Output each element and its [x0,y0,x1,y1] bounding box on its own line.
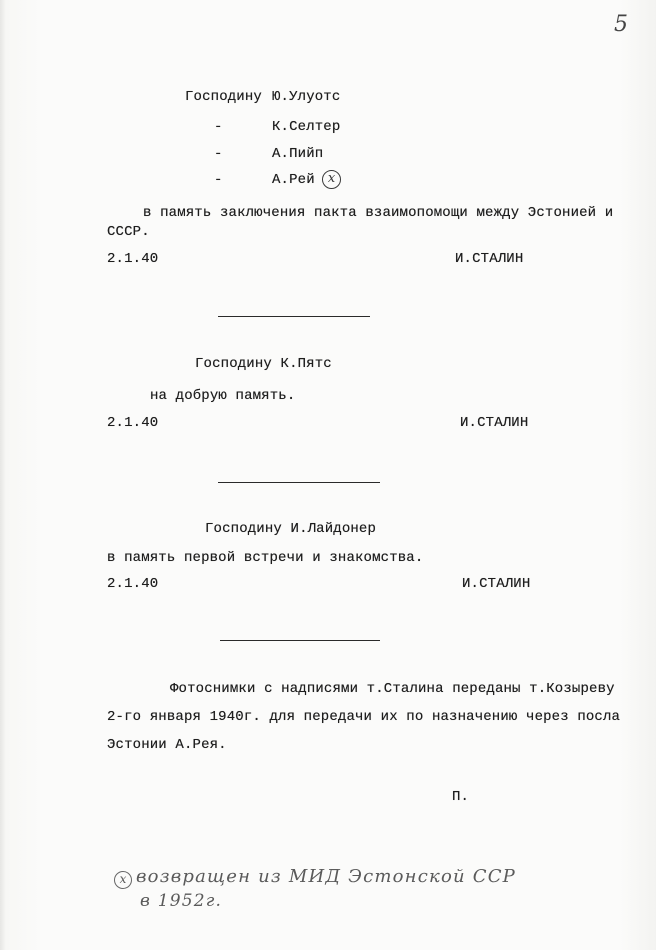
section1-dash-2: - [214,119,223,135]
page-number: 5 [614,12,630,37]
section2-signature: И.СТАЛИН [460,415,529,431]
note-line3: Эстонии А.Рея. [107,737,227,753]
footnote-circled-x-mark: x [114,871,132,889]
section3-addressee: Господину И.Лайдонер [205,521,377,537]
section3-signature: И.СТАЛИН [462,576,531,592]
section1-dedication-line1: в память заключения пакта взаимопомощи между Эстонией и [143,205,614,221]
section1-recipient-4: А.Рей [272,172,315,188]
note-line2: 2-го января 1940г. для передачи их по назначению через посла [107,709,621,725]
section1-recipient-1: Ю.Улуотс [272,89,341,105]
section3-date: 2.1.40 [107,576,159,592]
note-line1: Фотоснимки с надписями т.Сталина переданы т.Козыреву [170,681,615,697]
section1-recipient-3: А.Пийп [272,146,324,162]
section1-dash-3: - [214,146,223,162]
section1-signature: И.СТАЛИН [455,251,524,267]
separator-2 [218,482,380,483]
circled-x-mark: x [322,170,341,189]
section1-greeting: Господину [185,89,262,105]
section1-date: 2.1.40 [107,251,159,267]
section3-dedication: в память первой встречи и знакомства. [107,550,424,566]
section1-recipient-2: К.Селтер [272,119,341,135]
section1-dedication-line2: СССР. [107,224,150,240]
section2-addressee: Господину К.Пятс [195,356,332,372]
separator-3 [220,640,380,641]
section1-dash-4: - [214,172,223,188]
section2-dedication: на добрую память. [150,388,296,404]
separator-1 [218,316,370,317]
section2-date: 2.1.40 [107,415,159,431]
handwritten-note-line1: возвращен из МИД Эстонской ССР [136,866,516,887]
handwritten-note-line2: в 1952г. [140,891,223,911]
initial: П. [452,789,470,805]
